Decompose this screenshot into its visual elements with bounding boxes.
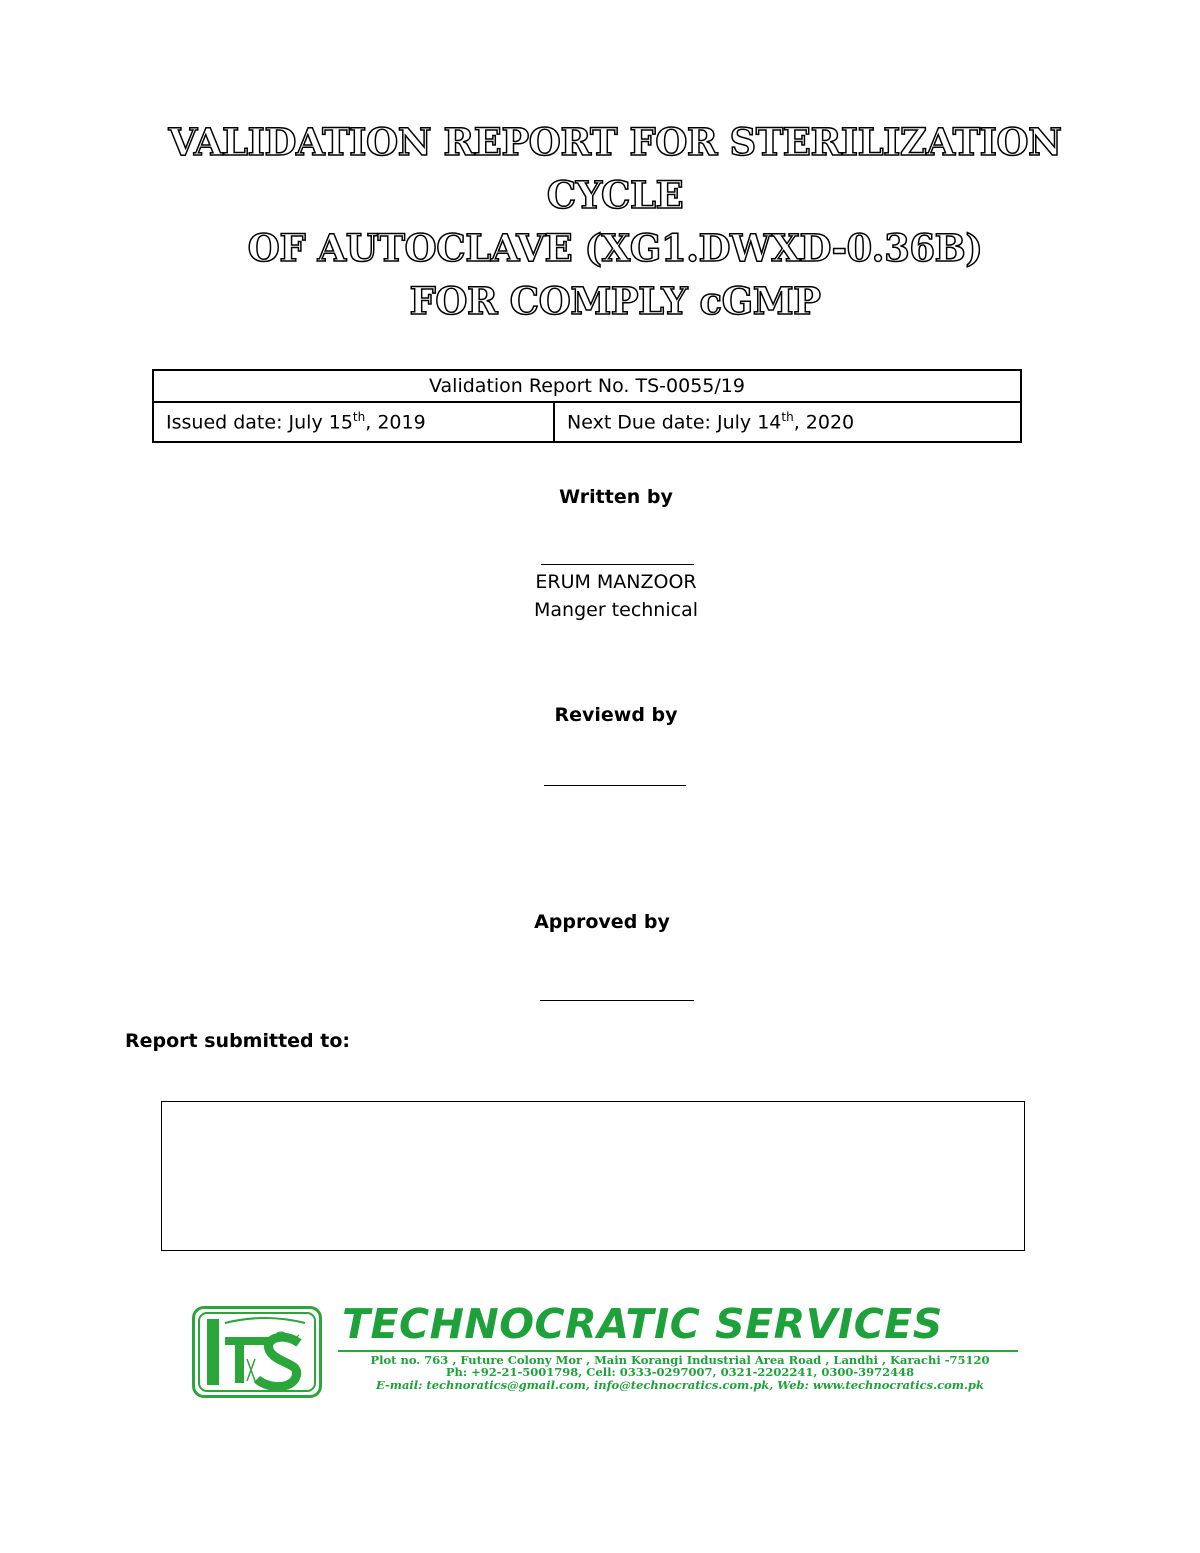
issued-date-month-day: July 15 (288, 411, 353, 434)
report-info-table (152, 369, 1022, 443)
approved-by-signature-line (540, 1000, 694, 1001)
issued-date-year: , 2019 (365, 411, 426, 434)
reviewed-by-label: Reviewd by (554, 704, 678, 726)
company-logo (192, 1306, 322, 1398)
report-submitted-to-label: Report submitted to: (125, 1030, 350, 1052)
company-name-rule (338, 1350, 1018, 1352)
title-line-4: FOR COMPLY cGMP (409, 279, 821, 323)
submitted-to-box (161, 1101, 1025, 1251)
issued-date-suffix: th (352, 410, 366, 425)
issued-date-label: Issued date: (166, 411, 283, 434)
report-number-value: TS-0055/19 (635, 375, 745, 397)
written-by-signature-line (541, 564, 694, 565)
company-name: TECHNOCRATIC SERVICES (342, 1300, 943, 1348)
next-due-date-month-day: July 14 (717, 411, 782, 434)
next-due-date-label: Next Due date: (567, 411, 711, 434)
title-line-1: VALIDATION REPORT FOR STERILIZATION (168, 120, 1062, 164)
title-line-3: OF AUTOCLAVE (XG1.DWXD-0.36B) (247, 226, 983, 270)
next-due-date-suffix: th (781, 410, 794, 425)
report-title (120, 116, 1110, 328)
company-logo-mark (195, 1309, 319, 1395)
written-by-name: ERUM MANZOOR (535, 571, 697, 593)
next-due-date-year: , 2020 (793, 411, 855, 434)
company-address: Plot no. 763 , Future Colony Mor , Main Korangi Industrial Area Road , Landhi , Karachi -75120 (370, 1353, 990, 1367)
next-due-date-cell (554, 402, 1021, 442)
company-email-web: E-mail: technoratics@gmail.com, info@technocratics.com.pk, Web: www.technocratics.com.pk (376, 1378, 984, 1392)
title-line-2: CYCLE (546, 173, 684, 217)
report-number-cell (153, 370, 1021, 402)
issued-date-cell (153, 402, 554, 442)
company-phone: Ph: +92-21-5001798, Cell: 0333-0297007, 0321-2202241, 0300-3972448 (445, 1365, 915, 1379)
written-by-designation: Manger technical (534, 599, 698, 621)
reviewed-by-signature-line (544, 785, 686, 786)
written-by-label: Written by (559, 486, 673, 508)
approved-by-label: Approved by (534, 911, 670, 933)
report-number-label: Validation Report No. (429, 375, 630, 397)
